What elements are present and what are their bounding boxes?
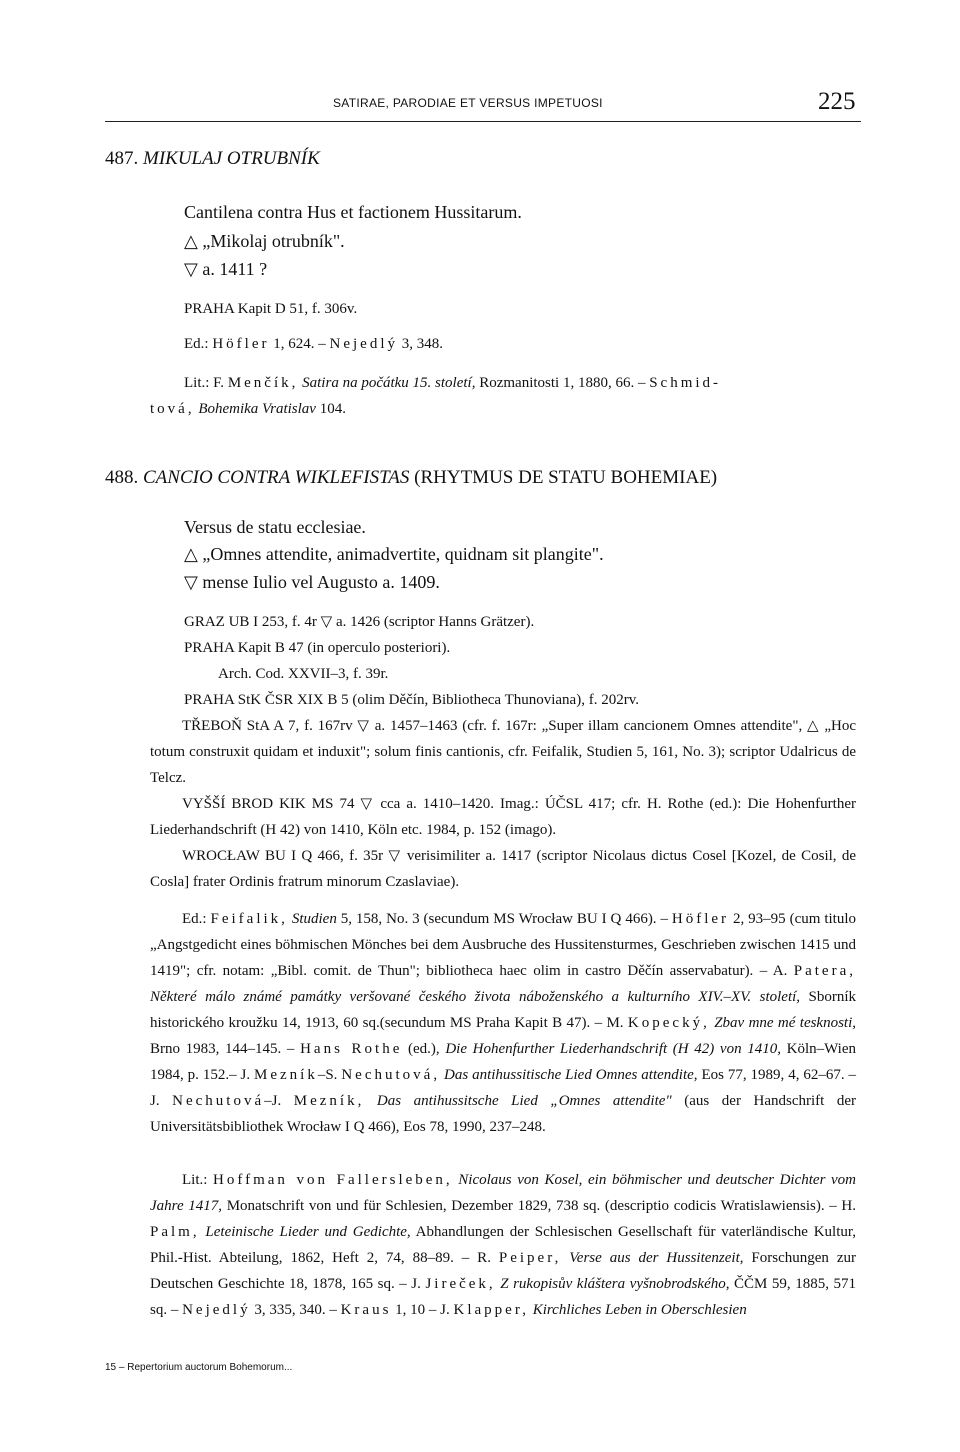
lit-author: Peiper,	[498, 1250, 562, 1266]
ed-title: Die Hohenfurther Liederhandschrift (H 42) von 1410,	[445, 1041, 781, 1057]
ed-text: 2, 93–95 (cum titulo „Angstgedicht eines böhmischen Mönches bei dem Ausbruche des Hussitensturmes, Geschrieben zwischen 1415 und 1419"; cfr. notam: „Bibl. comit. de Thun"; bibliotheca haec olim in castro Děčín asservabatur). – A.	[150, 911, 856, 979]
lit-prefix: Lit.: F.	[184, 375, 228, 391]
ed-prefix: Ed.:	[182, 911, 211, 927]
ed-text: –S.	[317, 1067, 342, 1083]
lit-title: Nicolaus von Kosel, ein böhmischer und deutscher Dichter vom Jahre 1417,	[150, 1172, 857, 1214]
lit-text: 1, 10 – J.	[391, 1302, 454, 1318]
lit-author: Klapper,	[453, 1302, 529, 1318]
ed-text: –J.	[264, 1093, 294, 1109]
running-title: SATIRAE, PARODIAE ET VERSUS IMPETUOSI	[333, 96, 603, 110]
ed-title: Některé málo známé památky veršované českého života náboženského a kulturního XIV.–XV. století,	[150, 989, 801, 1005]
lit-author: Nejedlý	[182, 1302, 251, 1318]
lit-author: Kraus	[340, 1302, 392, 1318]
manuscript-line: PRAHA Kapit D 51, f. 306v.	[184, 301, 358, 317]
ed-text: Brno 1983, 144–145. –	[150, 1041, 301, 1057]
lit-prefix: Lit.:	[182, 1172, 214, 1188]
manuscript-trebon	[150, 713, 856, 791]
entry-subtitle: (RHYTMUS DE STATU BOHEMIAE)	[409, 467, 718, 488]
ed-author: Höfler	[212, 336, 270, 352]
manuscript-line: GRAZ UB I 253, f. 4r ▽ a. 1426 (scriptor Hanns Grätzer).	[184, 614, 535, 630]
lit-title: Leteinische Lieder und Gedichte,	[205, 1224, 411, 1240]
lit-text: Monatschrift von und für Schlesien, Dezember 1829, 738 sq. (descriptio codicis Wratislawiensis). – H.	[222, 1198, 856, 1214]
incipit: △ „Omnes attendite, animadvertite, quidnam sit plangite".	[184, 544, 604, 564]
ed-author: Kopecký,	[627, 1015, 710, 1031]
entry-title: CANCIO CONTRA WIKLEFISTAS	[143, 467, 410, 488]
lit-text: Rozmanitosti 1, 1880, 66. –	[475, 375, 650, 391]
footer-signature: 15 – Repertorium auctorum Bohemorum...	[105, 1362, 293, 1373]
ed-prefix: Ed.:	[184, 336, 213, 352]
ed-text: Köln–Wien 1984, p. 152.– J.	[150, 1041, 856, 1083]
literature-line-cont	[150, 396, 346, 422]
ed-author: Feifalik,	[210, 911, 288, 927]
page-number: 225	[818, 88, 856, 115]
manuscript-paragraph: TŘEBOŇ StA A 7, f. 167rv ▽ a. 1457–1463 (cfr. f. 167r: „Super illam cancionem Omnes attendite", △ „Hoc totum construxit quidam et induxit"; solum finis cantionis, cfr. Feifalik, Studien 5, 161, No. 3); scriptor Udalricus de Telcz.	[150, 718, 856, 786]
incipit-title: Versus de statu ecclesiae.	[184, 517, 366, 537]
ed-title: Studien	[291, 911, 337, 927]
date-line: ▽ a. 1411 ?	[184, 259, 268, 279]
ed-text: 3, 348.	[397, 336, 443, 352]
manuscript-wroclaw	[150, 843, 856, 895]
ed-author: Nejedlý	[329, 336, 398, 352]
manuscript-vyssi-brod	[150, 791, 856, 843]
ed-title: Das antihussitsche Lied „Omnes attendite"	[376, 1093, 672, 1109]
entry-number: 488.	[105, 467, 139, 488]
ed-text: Sborník historického kroužku 14, 1913, 60 sq.(secundum MS Praha Kapit B 47). – M.	[150, 989, 856, 1031]
ed-text: Eos 77, 1989, 4, 62–67. – J.	[150, 1067, 857, 1109]
lit-author: Menčík,	[227, 375, 299, 391]
incipit-title: Cantilena contra Hus et factionem Hussitarum.	[184, 202, 522, 222]
edition-line	[184, 331, 443, 357]
ed-title: Das antihussitische Lied Omnes attendite,	[444, 1067, 698, 1083]
ed-author: Hans Rothe	[300, 1041, 403, 1057]
lit-title: Z rukopisův kláštera vyšnobrodského,	[500, 1276, 730, 1292]
lit-title: Verse aus der Hussitenzeit,	[569, 1250, 744, 1266]
manuscript-line: PRAHA StK ČSR XIX B 5 (olim Děčín, Bibliotheca Thunoviana), f. 202rv.	[184, 692, 639, 708]
literature-paragraph	[150, 1167, 856, 1323]
ed-author: Nechutová,	[341, 1067, 441, 1083]
ed-author: Mezník,	[293, 1093, 365, 1109]
manuscript-line: Arch. Cod. XXVII–3, f. 39r.	[218, 666, 389, 682]
lit-title: Bohemika Vratislav	[198, 401, 316, 417]
incipit: △ „Mikolaj otrubník".	[184, 231, 345, 251]
lit-text: Forschungen zur Deutschen Geschichte 18, 1878, 165 sq. – J.	[150, 1250, 857, 1292]
lit-author: Hoffman von Fallersleben,	[213, 1172, 453, 1188]
literature-line	[184, 370, 721, 396]
lit-text: ČČM 59, 1885, 571 sq. –	[150, 1276, 856, 1318]
lit-text: 3, 335, 340. –	[250, 1302, 341, 1318]
lit-title: Satira na počátku 15. století,	[302, 375, 476, 391]
ed-author: Patera,	[793, 963, 856, 979]
ed-author: Nechutová	[172, 1093, 265, 1109]
lit-author: Palm,	[150, 1224, 200, 1240]
lit-author: Jireček,	[425, 1276, 496, 1292]
ed-title: Zbav mne mé tesknosti,	[714, 1015, 857, 1031]
ed-text: (ed.),	[402, 1041, 446, 1057]
manuscript-paragraph: VYŠŠÍ BROD KIK MS 74 ▽ cca a. 1410–1420. Imag.: ÚČSL 417; cfr. H. Rothe (ed.): Die Hohenfurther Liederhandschrift (H 42) von 1410, Köln etc. 1984, p. 152 (imago).	[150, 796, 856, 838]
entry-487-heading	[105, 148, 320, 170]
manuscript-line: PRAHA Kapit B 47 (in operculo posteriori).	[184, 640, 451, 656]
header-rule	[105, 121, 861, 122]
lit-text: 104.	[315, 401, 346, 417]
entry-number: 487.	[105, 148, 139, 169]
manuscript-paragraph: WROCŁAW BU I Q 466, f. 35r ▽ verisimiliter a. 1417 (scriptor Nicolaus dictus Cosel [Kozel, de Cosil, de Cosla] frater Ordinis fratrum minorum Czaslaviae).	[150, 848, 856, 890]
ed-text: 1, 624. –	[269, 336, 330, 352]
ed-text: (aus der Handschrift der Universitätsbibliothek Wrocław I Q 466), Eos 78, 1990, 237–248.	[150, 1093, 856, 1135]
edition-paragraph	[150, 906, 856, 1140]
date-line: ▽ mense Iulio vel Augusto a. 1409.	[184, 572, 440, 592]
ed-text: 5, 158, No. 3 (secundum MS Wrocław BU I Q 466). –	[336, 911, 672, 927]
ed-author: Mezník	[254, 1067, 318, 1083]
lit-author: Schmid-	[649, 375, 722, 391]
lit-text: Abhandlungen der Schlesischen Gesellschaft für vaterländische Kultur, Phil.-Hist. Abteilung, 1862, Heft 2, 74, 88–89. – R.	[150, 1224, 857, 1266]
entry-title: MIKULAJ OTRUBNÍK	[143, 148, 320, 169]
ed-author: Höfler	[671, 911, 730, 927]
lit-title: Kirchliches Leben in Oberschlesien	[532, 1302, 747, 1318]
lit-author: tová,	[150, 401, 195, 417]
entry-488-heading	[105, 467, 717, 489]
